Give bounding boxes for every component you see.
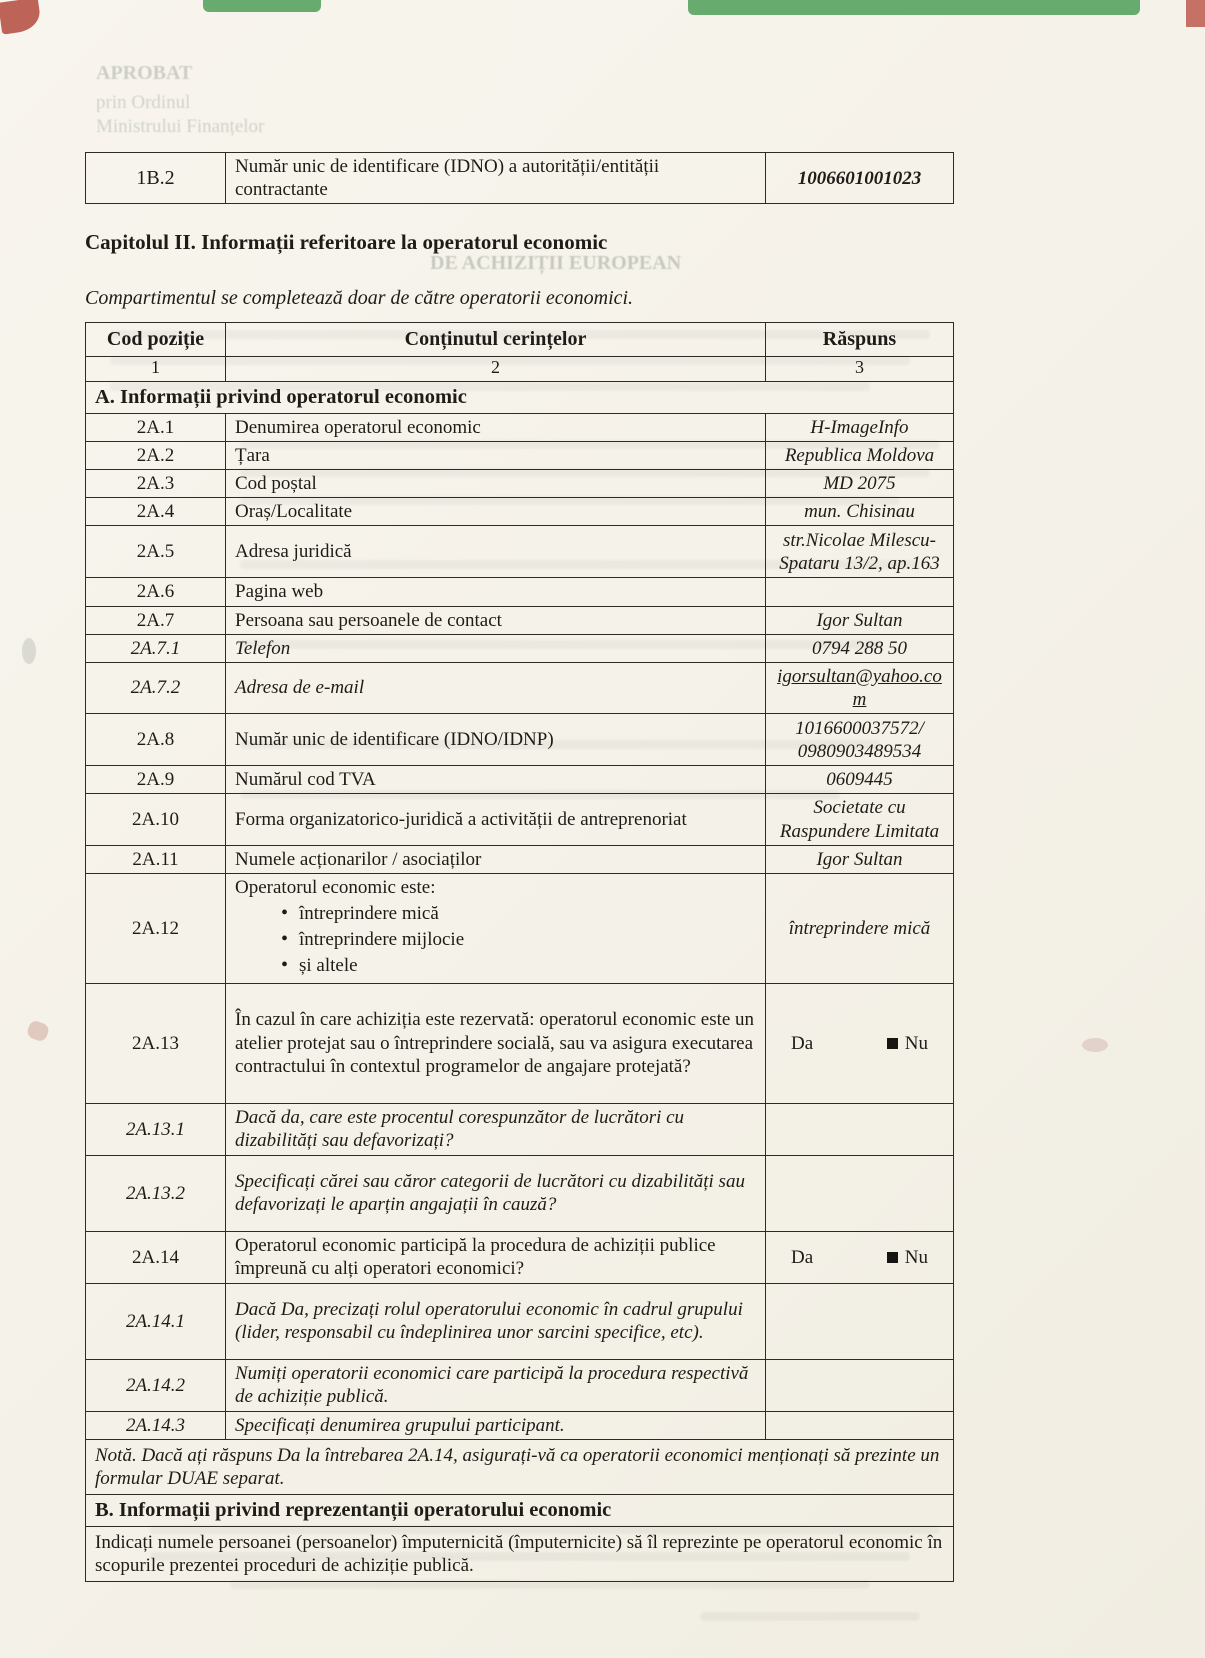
row-requirement: Număr unic de identificare (IDNO/IDNP) [226, 714, 766, 766]
section-b-text-row [86, 1527, 954, 1582]
row-code: 2A.7 [86, 606, 226, 634]
idno-line: 1016600037572/ [795, 717, 924, 739]
row-code: 2A.10 [86, 794, 226, 845]
row-requirement: Adresa juridică [226, 526, 766, 578]
row-requirement: Operatorul economic participă la procedura de achiziții publice împreună cu alți operatori economici? [226, 1231, 766, 1283]
bullet-option: • și altele [281, 954, 756, 977]
row-requirement: În cazul în care achiziția este rezervată: operatorul economic este un atelier protejat sau o întreprindere socială, sau va asigura executarea contractului în contextul programelor de angajare protejată? [226, 983, 766, 1103]
section-b-row [86, 1495, 954, 1527]
table-row [86, 845, 954, 873]
table-row [86, 606, 954, 634]
row-answer: 0794 288 50 [766, 634, 954, 662]
row-requirement: Cod poștal [226, 470, 766, 498]
red-ink-mark [1186, 0, 1205, 27]
col-number: 3 [766, 356, 954, 381]
row-code: 2A.12 [86, 873, 226, 983]
option-nu: Nu [904, 1032, 928, 1054]
row-answer [766, 1103, 954, 1155]
row-requirement: Denumirea operatorul economic [226, 413, 766, 441]
pencil-smudge [1082, 1038, 1108, 1052]
row-answer [766, 714, 954, 766]
row-requirement: Adresa de e-mail [226, 662, 766, 713]
row-requirement: Numărul cod TVA [226, 766, 766, 794]
row-requirement: Țara [226, 441, 766, 469]
row-code: 2A.5 [86, 526, 226, 578]
row-answer: întreprindere mică [766, 873, 954, 983]
row-code: 2A.1 [86, 413, 226, 441]
row-requirement: Numele acționarilor / asociaților [226, 845, 766, 873]
table-row [86, 413, 954, 441]
header-row [86, 323, 954, 356]
row-code: 2A.13 [86, 983, 226, 1103]
row-requirement: Numiți operatorii economici care participă la procedura respectivă de achiziție publică. [226, 1359, 766, 1411]
checkbox-filled-icon [887, 1252, 898, 1263]
option-nu: Nu [904, 1246, 928, 1268]
col-header-raspuns: Răspuns [766, 323, 954, 356]
row-answer [766, 983, 954, 1103]
table-row [86, 1155, 954, 1231]
row-requirement: Specificați cărei sau căror categorii de lucrători cu dizabilități sau defavorizați le aparțin angajații în cauză? [226, 1155, 766, 1231]
row-code: 2A.7.1 [86, 634, 226, 662]
row-code: 2A.14.2 [86, 1359, 226, 1411]
email-link: igorsultan@yahoo.com [766, 662, 954, 713]
row-code: 2A.11 [86, 845, 226, 873]
table-row [86, 1103, 954, 1155]
row-answer: Republica Moldova [766, 441, 954, 469]
column-number-row [86, 356, 954, 381]
row-answer [766, 1155, 954, 1231]
row-requirement: Dacă da, care este procentul corespunzător de lucrători cu dizabilități sau defavorizați? [226, 1103, 766, 1155]
row-code: 2A.4 [86, 498, 226, 526]
idno-table [85, 152, 954, 204]
row-answer [766, 1411, 954, 1439]
table-note: Notă. Dacă ați răspuns Da la întrebarea 2A.14, asigurați-vă ca operatorii economici menționați să prezinte un formular DUAE separat. [86, 1439, 954, 1494]
row-answer: Societate cu Raspundere Limitata [766, 794, 954, 845]
row-code: 2A.13.2 [86, 1155, 226, 1231]
table-row [86, 662, 954, 713]
bleedthrough-text: APROBAT [96, 62, 193, 84]
row-answer [766, 1231, 954, 1283]
row-answer [766, 1359, 954, 1411]
table-row [86, 470, 954, 498]
row-requirement [226, 873, 766, 983]
col-number: 1 [86, 356, 226, 381]
row-answer [766, 1283, 954, 1359]
row-code: 2A.8 [86, 714, 226, 766]
row-requirement: Pagina web [226, 578, 766, 606]
row-requirement: Dacă Da, precizați rolul operatorului economic în cadrul grupului (lider, responsabil cu îndeplinirea unor sarcini specifice, etc). [226, 1283, 766, 1359]
row-requirement: Număr unic de identificare (IDNO) a autorității/entității contractante [226, 153, 766, 204]
table-row [86, 983, 954, 1103]
section-b-text: Indicați numele persoanei (persoanelor) împuternicită (împuternicite) să îl reprezinte pe operatorul economic în scopurile prezentei proceduri de achiziție publică. [86, 1527, 954, 1582]
pencil-smudge [22, 638, 36, 664]
table-row [86, 441, 954, 469]
row-requirement: Forma organizatorico-juridică a activității de antreprenoriat [226, 794, 766, 845]
row-code: 2A.14 [86, 1231, 226, 1283]
col-header-continut: Conținutul cerințelor [226, 323, 766, 356]
table-row [86, 794, 954, 845]
table-row [86, 1411, 954, 1439]
col-header-cod: Cod poziție [86, 323, 226, 356]
row-answer: mun. Chisinau [766, 498, 954, 526]
table-row [86, 578, 954, 606]
intro-note: Compartimentul se completează doar de către operatorii economici. [85, 287, 634, 310]
row-answer: 0609445 [766, 766, 954, 794]
option-da: Da [791, 1246, 814, 1268]
row-answer: MD 2075 [766, 470, 954, 498]
table-row [86, 153, 954, 204]
option-da: Da [791, 1032, 814, 1054]
duae-table [85, 322, 954, 1582]
idnp-line: 0980903489534 [797, 740, 922, 762]
table-row [86, 1359, 954, 1411]
row-answer [766, 578, 954, 606]
row-requirement: Specificați denumirea grupului participant. [226, 1411, 766, 1439]
bullet-option: • întreprindere mică [281, 902, 756, 925]
row-code: 2A.14.3 [86, 1411, 226, 1439]
row-code: 2A.13.1 [86, 1103, 226, 1155]
table-row [86, 634, 954, 662]
table-row [86, 714, 954, 766]
table-row [86, 498, 954, 526]
bleedthrough-text: DE ACHIZIȚII EUROPEAN [430, 252, 682, 274]
row-answer: H-ImageInfo [766, 413, 954, 441]
row-requirement: Telefon [226, 634, 766, 662]
green-strip [688, 0, 1140, 15]
row-code: 2A.9 [86, 766, 226, 794]
row-code: 1B.2 [86, 153, 226, 204]
row-code: 2A.3 [86, 470, 226, 498]
bleedthrough-text: Ministrului Finanțelor [96, 116, 265, 137]
enterprise-type-label: Operatorul economic este: [235, 876, 436, 898]
row-code: 2A.6 [86, 578, 226, 606]
row-code: 2A.7.2 [86, 662, 226, 713]
table-row [86, 766, 954, 794]
table-row [86, 1283, 954, 1359]
pencil-smudge [26, 1019, 51, 1043]
table-row [86, 873, 954, 983]
row-answer: Igor Sultan [766, 845, 954, 873]
row-requirement: Oraș/Localitate [226, 498, 766, 526]
row-answer: Igor Sultan [766, 606, 954, 634]
document-page [85, 152, 953, 1582]
row-answer: 1006601001023 [766, 153, 954, 204]
col-number: 2 [226, 356, 766, 381]
bleedthrough-text: prin Ordinul [96, 92, 191, 113]
note-row [86, 1439, 954, 1494]
row-requirement: Persoana sau persoanele de contact [226, 606, 766, 634]
section-a-row [86, 381, 954, 413]
row-answer: str.Nicolae Milescu-Spataru 13/2, ap.163 [766, 526, 954, 578]
green-strip [203, 0, 321, 12]
section-a-header: A. Informații privind operatorul economic [86, 381, 954, 413]
chapter-title: Capitolul II. Informații referitoare la operatorul economic [85, 230, 608, 255]
row-code: 2A.14.1 [86, 1283, 226, 1359]
section-b-header: B. Informații privind reprezentanții operatorului economic [86, 1495, 954, 1527]
table-row [86, 526, 954, 578]
bullet-option: • întreprindere mijlocie [281, 928, 756, 951]
red-ink-mark [0, 0, 42, 35]
checkbox-filled-icon [887, 1038, 898, 1049]
row-code: 2A.2 [86, 441, 226, 469]
table-row [86, 1231, 954, 1283]
